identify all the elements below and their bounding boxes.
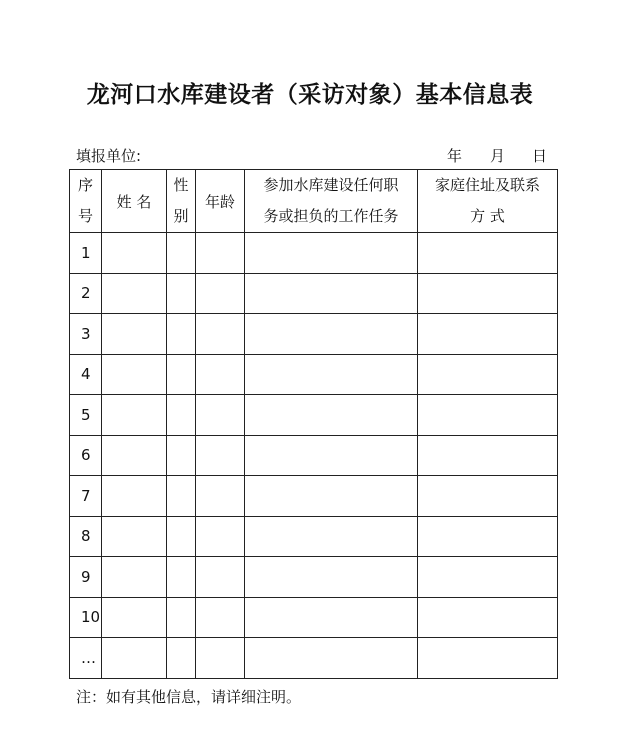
table-row: [70, 597, 558, 638]
row-task-cell[interactable]: [245, 273, 418, 314]
row-seq-cell: 4: [70, 354, 102, 395]
row-task-cell[interactable]: [245, 314, 418, 355]
table-row: [70, 476, 558, 517]
row-gender-cell[interactable]: [167, 395, 196, 436]
row-gender-cell[interactable]: [167, 435, 196, 476]
row-name-cell[interactable]: [102, 233, 167, 274]
header-contact-line2: 方 式: [470, 207, 505, 225]
row-age-cell[interactable]: [196, 597, 245, 638]
row-seq-cell: 3: [70, 314, 102, 355]
row-name-cell[interactable]: [102, 597, 167, 638]
table-row: [70, 233, 558, 274]
table-row: [70, 273, 558, 314]
row-gender-cell[interactable]: [167, 354, 196, 395]
row-gender-cell[interactable]: [167, 557, 196, 598]
table-header-row: [70, 170, 558, 233]
row-task-cell[interactable]: [245, 557, 418, 598]
row-name-cell[interactable]: [102, 435, 167, 476]
row-contact-cell[interactable]: [418, 314, 558, 355]
row-contact-cell[interactable]: [418, 476, 558, 517]
row-name-cell[interactable]: [102, 476, 167, 517]
row-gender-cell[interactable]: [167, 273, 196, 314]
row-task-cell[interactable]: [245, 516, 418, 557]
row-age-cell[interactable]: [196, 638, 245, 679]
fill-unit-label: 填报单位:: [76, 147, 142, 165]
row-seq-cell: 8: [70, 516, 102, 557]
header-task-line2: 务或担负的工作任务: [263, 207, 399, 225]
row-task-cell[interactable]: [245, 354, 418, 395]
row-gender-cell[interactable]: [167, 516, 196, 557]
date-month-label: 月: [490, 147, 506, 165]
header-seq: [70, 170, 102, 233]
row-name-cell[interactable]: [102, 557, 167, 598]
row-task-cell[interactable]: [245, 638, 418, 679]
header-gender-line1: 性: [173, 176, 189, 194]
row-age-cell[interactable]: [196, 233, 245, 274]
row-task-cell[interactable]: [245, 395, 418, 436]
header-contact: [418, 170, 558, 233]
row-contact-cell[interactable]: [418, 233, 558, 274]
header-seq-line1: 序: [77, 176, 93, 194]
row-age-cell[interactable]: [196, 273, 245, 314]
row-contact-cell[interactable]: [418, 597, 558, 638]
row-name-cell[interactable]: [102, 314, 167, 355]
row-gender-cell[interactable]: [167, 597, 196, 638]
row-age-cell[interactable]: [196, 557, 245, 598]
row-age-cell[interactable]: [196, 516, 245, 557]
row-gender-cell[interactable]: [167, 638, 196, 679]
row-contact-cell[interactable]: [418, 435, 558, 476]
row-seq-cell: 7: [70, 476, 102, 517]
header-name: 姓 名: [102, 170, 167, 233]
date-year-label: 年: [447, 147, 463, 165]
table-row: [70, 314, 558, 355]
header-task-line1: 参加水库建设任何职: [263, 176, 399, 194]
header-gender-line2: 别: [173, 207, 189, 225]
row-task-cell[interactable]: [245, 435, 418, 476]
footnote: 注：如有其他信息，请详细注明。: [76, 688, 302, 706]
row-contact-cell[interactable]: [418, 354, 558, 395]
header-seq-line2: 号: [77, 207, 93, 225]
row-name-cell[interactable]: [102, 638, 167, 679]
row-contact-cell[interactable]: [418, 516, 558, 557]
row-seq-cell: …: [70, 638, 102, 679]
table-row: [70, 638, 558, 679]
table-row: [70, 516, 558, 557]
header-task: [245, 170, 418, 233]
row-seq-cell: 2: [70, 273, 102, 314]
row-name-cell[interactable]: [102, 273, 167, 314]
row-seq-cell: 1: [70, 233, 102, 274]
row-task-cell[interactable]: [245, 476, 418, 517]
header-gender: [167, 170, 196, 233]
row-name-cell[interactable]: [102, 395, 167, 436]
page-title: 龙河口水库建设者（采访对象）基本信息表: [86, 82, 534, 108]
row-contact-cell[interactable]: [418, 273, 558, 314]
info-table: [69, 169, 558, 679]
table-row: [70, 395, 558, 436]
row-task-cell[interactable]: [245, 233, 418, 274]
row-age-cell[interactable]: [196, 435, 245, 476]
header-age: 年龄: [196, 170, 245, 233]
row-seq-cell: 5: [70, 395, 102, 436]
row-age-cell[interactable]: [196, 354, 245, 395]
row-name-cell[interactable]: [102, 354, 167, 395]
row-seq-cell: 9: [70, 557, 102, 598]
row-age-cell[interactable]: [196, 395, 245, 436]
date-day-label: 日: [532, 147, 548, 165]
row-contact-cell[interactable]: [418, 395, 558, 436]
row-age-cell[interactable]: [196, 476, 245, 517]
row-gender-cell[interactable]: [167, 476, 196, 517]
row-age-cell[interactable]: [196, 314, 245, 355]
row-contact-cell[interactable]: [418, 557, 558, 598]
table-row: [70, 557, 558, 598]
row-name-cell[interactable]: [102, 516, 167, 557]
header-contact-line1: 家庭住址及联系: [434, 176, 540, 194]
row-gender-cell[interactable]: [167, 233, 196, 274]
table-row: [70, 354, 558, 395]
table-row: [70, 435, 558, 476]
row-seq-cell: 6: [70, 435, 102, 476]
row-seq-cell: 10: [70, 597, 102, 638]
row-gender-cell[interactable]: [167, 314, 196, 355]
row-contact-cell[interactable]: [418, 638, 558, 679]
row-task-cell[interactable]: [245, 597, 418, 638]
